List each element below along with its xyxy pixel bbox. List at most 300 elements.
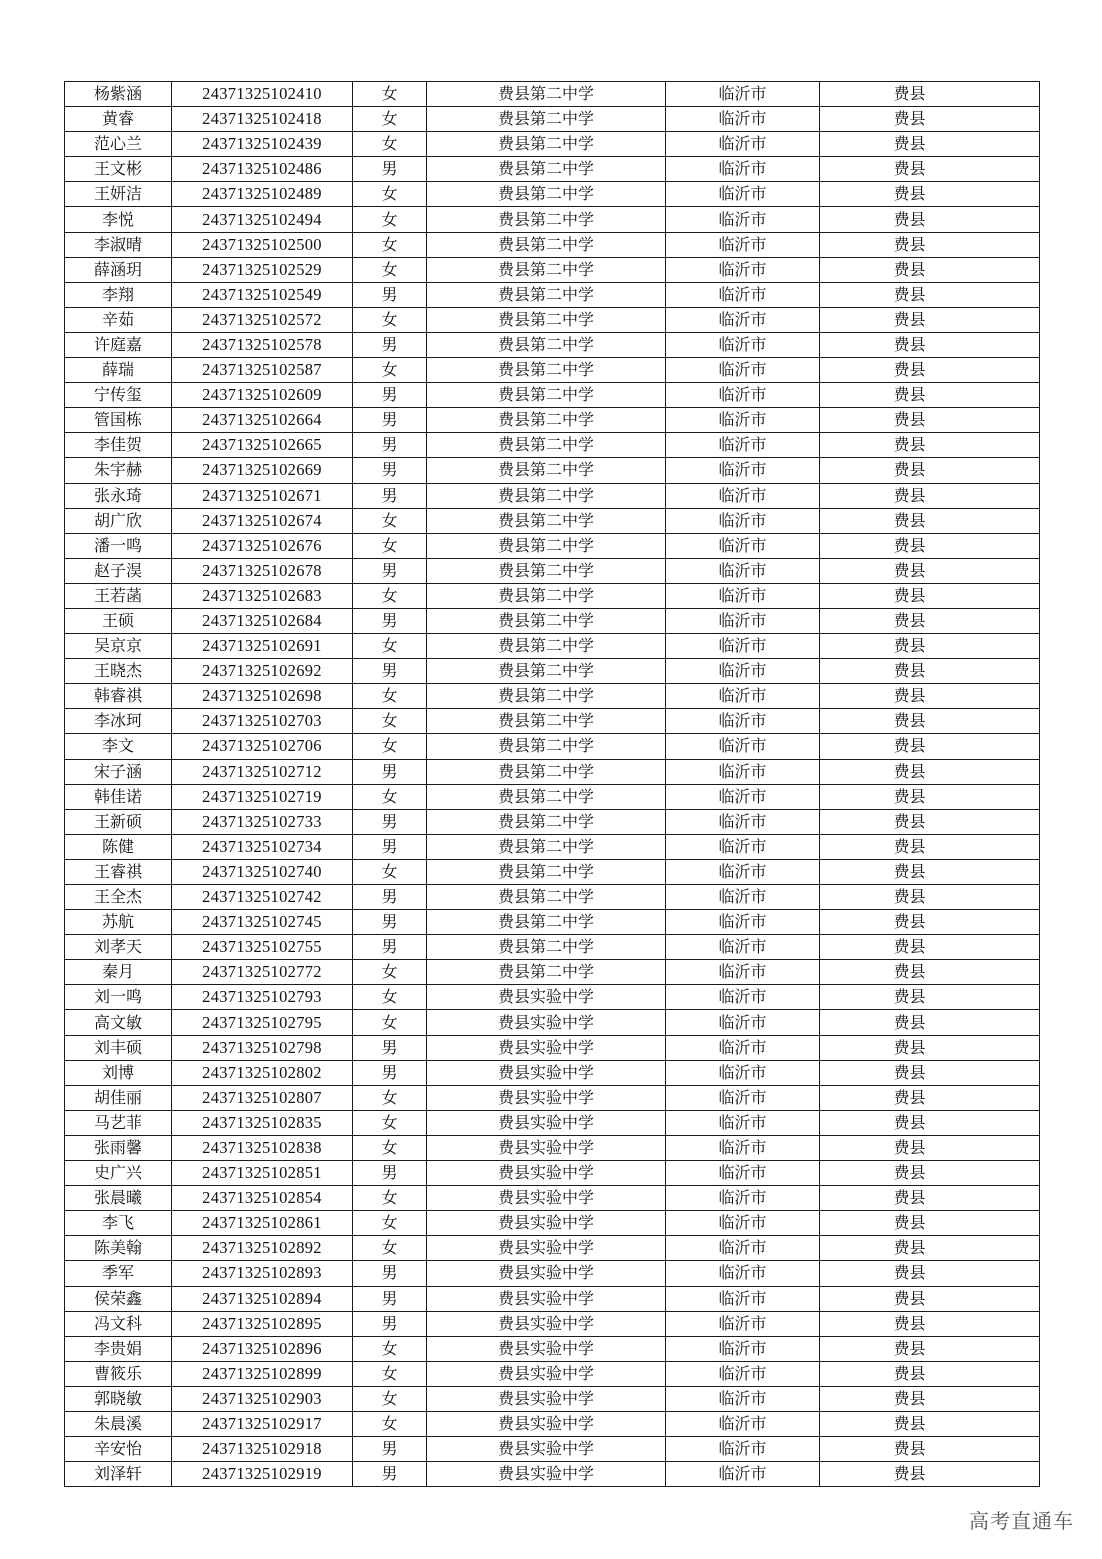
gender-cell: 男: [353, 558, 427, 583]
school-cell: 费县第二中学: [427, 383, 666, 408]
student-name-cell: 冯文科: [65, 1311, 172, 1336]
school-cell: 费县实验中学: [427, 985, 666, 1010]
exam-id-cell: 24371325102918: [172, 1437, 353, 1462]
gender-cell: 女: [353, 132, 427, 157]
student-name-cell: 辛安怡: [65, 1437, 172, 1462]
city-cell: 临沂市: [666, 784, 820, 809]
table-row: [65, 960, 1040, 985]
student-name-cell: 辛茹: [65, 307, 172, 332]
student-name-cell: 陈健: [65, 834, 172, 859]
student-name-cell: 郭晓敏: [65, 1386, 172, 1411]
exam-id-cell: 24371325102676: [172, 533, 353, 558]
city-cell: 临沂市: [666, 608, 820, 633]
exam-id-cell: 24371325102903: [172, 1386, 353, 1411]
city-cell: 临沂市: [666, 1211, 820, 1236]
exam-id-cell: 24371325102692: [172, 659, 353, 684]
school-cell: 费县实验中学: [427, 1286, 666, 1311]
school-cell: 费县实验中学: [427, 1035, 666, 1060]
student-name-cell: 陈美翰: [65, 1236, 172, 1261]
table-row: [65, 910, 1040, 935]
student-name-cell: 高文敏: [65, 1010, 172, 1035]
exam-id-cell: 24371325102691: [172, 634, 353, 659]
exam-id-cell: 24371325102665: [172, 433, 353, 458]
exam-id-cell: 24371325102734: [172, 834, 353, 859]
gender-cell: 男: [353, 282, 427, 307]
student-name-cell: 韩睿祺: [65, 684, 172, 709]
exam-id-cell: 24371325102609: [172, 383, 353, 408]
exam-id-cell: 24371325102549: [172, 282, 353, 307]
student-name-cell: 管国栋: [65, 408, 172, 433]
school-cell: 费县第二中学: [427, 182, 666, 207]
school-cell: 费县第二中学: [427, 107, 666, 132]
exam-id-cell: 24371325102793: [172, 985, 353, 1010]
city-cell: 临沂市: [666, 659, 820, 684]
exam-id-cell: 24371325102678: [172, 558, 353, 583]
district-cell: 费县: [820, 383, 1040, 408]
exam-id-cell: 24371325102698: [172, 684, 353, 709]
school-cell: 费县实验中学: [427, 1010, 666, 1035]
city-cell: 临沂市: [666, 759, 820, 784]
gender-cell: 男: [353, 910, 427, 935]
gender-cell: 男: [353, 157, 427, 182]
table-row: [65, 1236, 1040, 1261]
exam-id-cell: 24371325102917: [172, 1411, 353, 1436]
student-name-cell: 李翔: [65, 282, 172, 307]
city-cell: 临沂市: [666, 82, 820, 107]
student-name-cell: 王晓杰: [65, 659, 172, 684]
table-row: [65, 483, 1040, 508]
gender-cell: 女: [353, 1211, 427, 1236]
table-row: [65, 207, 1040, 232]
exam-id-cell: 24371325102899: [172, 1361, 353, 1386]
table-row: [65, 1361, 1040, 1386]
table-row: [65, 1211, 1040, 1236]
school-cell: 费县第二中学: [427, 508, 666, 533]
district-cell: 费县: [820, 709, 1040, 734]
gender-cell: 女: [353, 182, 427, 207]
school-cell: 费县实验中学: [427, 1437, 666, 1462]
gender-cell: 女: [353, 307, 427, 332]
district-cell: 费县: [820, 483, 1040, 508]
gender-cell: 女: [353, 1010, 427, 1035]
table-row: [65, 1060, 1040, 1085]
school-cell: 费县第二中学: [427, 358, 666, 383]
table-row: [65, 1286, 1040, 1311]
student-name-cell: 刘孝天: [65, 935, 172, 960]
district-cell: 费县: [820, 608, 1040, 633]
gender-cell: 女: [353, 107, 427, 132]
city-cell: 临沂市: [666, 533, 820, 558]
table-row: [65, 734, 1040, 759]
city-cell: 临沂市: [666, 1311, 820, 1336]
table-row: [65, 885, 1040, 910]
city-cell: 临沂市: [666, 1035, 820, 1060]
city-cell: 临沂市: [666, 1361, 820, 1386]
gender-cell: 男: [353, 935, 427, 960]
school-cell: 费县第二中学: [427, 332, 666, 357]
table-row: [65, 558, 1040, 583]
gender-cell: 女: [353, 960, 427, 985]
exam-id-cell: 24371325102895: [172, 1311, 353, 1336]
table-row: [65, 709, 1040, 734]
school-cell: 费县第二中学: [427, 684, 666, 709]
gender-cell: 女: [353, 709, 427, 734]
district-cell: 费县: [820, 910, 1040, 935]
city-cell: 临沂市: [666, 182, 820, 207]
table-row: [65, 132, 1040, 157]
gender-cell: 男: [353, 885, 427, 910]
exam-id-cell: 24371325102772: [172, 960, 353, 985]
school-cell: 费县第二中学: [427, 634, 666, 659]
district-cell: 费县: [820, 82, 1040, 107]
gender-cell: 男: [353, 759, 427, 784]
gender-cell: 女: [353, 859, 427, 884]
district-cell: 费县: [820, 935, 1040, 960]
student-name-cell: 范心兰: [65, 132, 172, 157]
city-cell: 临沂市: [666, 809, 820, 834]
city-cell: 临沂市: [666, 483, 820, 508]
table-row: [65, 458, 1040, 483]
city-cell: 临沂市: [666, 1411, 820, 1436]
district-cell: 费县: [820, 1336, 1040, 1361]
district-cell: 费县: [820, 307, 1040, 332]
student-name-cell: 宁传玺: [65, 383, 172, 408]
gender-cell: 女: [353, 508, 427, 533]
table-row: [65, 232, 1040, 257]
gender-cell: 女: [353, 533, 427, 558]
exam-id-cell: 24371325102494: [172, 207, 353, 232]
city-cell: 临沂市: [666, 1336, 820, 1361]
roster-sheet: [64, 81, 1039, 1487]
school-cell: 费县第二中学: [427, 859, 666, 884]
table-row: [65, 383, 1040, 408]
student-name-cell: 李佳贺: [65, 433, 172, 458]
school-cell: 费县实验中学: [427, 1462, 666, 1487]
district-cell: 费县: [820, 1161, 1040, 1186]
school-cell: 费县第二中学: [427, 82, 666, 107]
district-cell: 费县: [820, 182, 1040, 207]
school-cell: 费县第二中学: [427, 834, 666, 859]
table-row: [65, 282, 1040, 307]
city-cell: 临沂市: [666, 307, 820, 332]
table-row: [65, 684, 1040, 709]
exam-id-cell: 24371325102894: [172, 1286, 353, 1311]
student-name-cell: 张永琦: [65, 483, 172, 508]
city-cell: 临沂市: [666, 859, 820, 884]
city-cell: 临沂市: [666, 1236, 820, 1261]
table-row: [65, 1411, 1040, 1436]
exam-id-cell: 24371325102742: [172, 885, 353, 910]
school-cell: 费县实验中学: [427, 1135, 666, 1160]
city-cell: 临沂市: [666, 1386, 820, 1411]
exam-id-cell: 24371325102807: [172, 1085, 353, 1110]
city-cell: 临沂市: [666, 709, 820, 734]
gender-cell: 男: [353, 332, 427, 357]
gender-cell: 男: [353, 1462, 427, 1487]
district-cell: 费县: [820, 1261, 1040, 1286]
table-row: [65, 1261, 1040, 1286]
gender-cell: 男: [353, 1437, 427, 1462]
student-name-cell: 宋子涵: [65, 759, 172, 784]
table-row: [65, 859, 1040, 884]
district-cell: 费县: [820, 1085, 1040, 1110]
exam-id-cell: 24371325102572: [172, 307, 353, 332]
exam-id-cell: 24371325102671: [172, 483, 353, 508]
student-name-cell: 赵子淏: [65, 558, 172, 583]
school-cell: 费县实验中学: [427, 1236, 666, 1261]
exam-id-cell: 24371325102529: [172, 257, 353, 282]
gender-cell: 男: [353, 408, 427, 433]
table-row: [65, 408, 1040, 433]
student-name-cell: 杨紫涵: [65, 82, 172, 107]
district-cell: 费县: [820, 1411, 1040, 1436]
student-name-cell: 李文: [65, 734, 172, 759]
student-name-cell: 王硕: [65, 608, 172, 633]
district-cell: 费县: [820, 583, 1040, 608]
gender-cell: 男: [353, 383, 427, 408]
exam-id-cell: 24371325102798: [172, 1035, 353, 1060]
school-cell: 费县第二中学: [427, 885, 666, 910]
gender-cell: 男: [353, 608, 427, 633]
school-cell: 费县第二中学: [427, 608, 666, 633]
table-row: [65, 257, 1040, 282]
table-row: [65, 508, 1040, 533]
student-name-cell: 潘一鸣: [65, 533, 172, 558]
district-cell: 费县: [820, 1060, 1040, 1085]
student-name-cell: 胡佳丽: [65, 1085, 172, 1110]
exam-id-cell: 24371325102706: [172, 734, 353, 759]
exam-id-cell: 24371325102892: [172, 1236, 353, 1261]
student-name-cell: 史广兴: [65, 1161, 172, 1186]
table-row: [65, 659, 1040, 684]
table-row: [65, 533, 1040, 558]
table-row: [65, 985, 1040, 1010]
district-cell: 费县: [820, 257, 1040, 282]
student-name-cell: 薛瑞: [65, 358, 172, 383]
student-name-cell: 李冰珂: [65, 709, 172, 734]
district-cell: 费县: [820, 508, 1040, 533]
district-cell: 费县: [820, 207, 1040, 232]
gender-cell: 女: [353, 634, 427, 659]
table-row: [65, 1035, 1040, 1060]
school-cell: 费县第二中学: [427, 157, 666, 182]
exam-id-cell: 24371325102835: [172, 1110, 353, 1135]
exam-id-cell: 24371325102740: [172, 859, 353, 884]
school-cell: 费县第二中学: [427, 809, 666, 834]
exam-id-cell: 24371325102919: [172, 1462, 353, 1487]
student-name-cell: 朱宇赫: [65, 458, 172, 483]
school-cell: 费县第二中学: [427, 458, 666, 483]
gender-cell: 男: [353, 1286, 427, 1311]
school-cell: 费县第二中学: [427, 759, 666, 784]
school-cell: 费县第二中学: [427, 935, 666, 960]
district-cell: 费县: [820, 759, 1040, 784]
table-row: [65, 157, 1040, 182]
table-row: [65, 1437, 1040, 1462]
gender-cell: 男: [353, 1311, 427, 1336]
city-cell: 临沂市: [666, 1437, 820, 1462]
district-cell: 费县: [820, 634, 1040, 659]
student-name-cell: 李悦: [65, 207, 172, 232]
gender-cell: 男: [353, 458, 427, 483]
student-name-cell: 黄睿: [65, 107, 172, 132]
student-name-cell: 马艺菲: [65, 1110, 172, 1135]
city-cell: 临沂市: [666, 885, 820, 910]
gender-cell: 男: [353, 659, 427, 684]
exam-id-cell: 24371325102802: [172, 1060, 353, 1085]
gender-cell: 女: [353, 1411, 427, 1436]
district-cell: 费县: [820, 659, 1040, 684]
district-cell: 费县: [820, 332, 1040, 357]
district-cell: 费县: [820, 1035, 1040, 1060]
table-row: [65, 809, 1040, 834]
exam-id-cell: 24371325102795: [172, 1010, 353, 1035]
city-cell: 临沂市: [666, 583, 820, 608]
school-cell: 费县第二中学: [427, 232, 666, 257]
school-cell: 费县实验中学: [427, 1411, 666, 1436]
district-cell: 费县: [820, 1437, 1040, 1462]
district-cell: 费县: [820, 1462, 1040, 1487]
city-cell: 临沂市: [666, 634, 820, 659]
exam-id-cell: 24371325102733: [172, 809, 353, 834]
school-cell: 费县实验中学: [427, 1186, 666, 1211]
school-cell: 费县第二中学: [427, 910, 666, 935]
gender-cell: 女: [353, 1186, 427, 1211]
exam-id-cell: 24371325102719: [172, 784, 353, 809]
student-name-cell: 王若菡: [65, 583, 172, 608]
table-row: [65, 433, 1040, 458]
city-cell: 临沂市: [666, 1286, 820, 1311]
school-cell: 费县实验中学: [427, 1161, 666, 1186]
gender-cell: 女: [353, 1110, 427, 1135]
district-cell: 费县: [820, 859, 1040, 884]
district-cell: 费县: [820, 1236, 1040, 1261]
district-cell: 费县: [820, 1010, 1040, 1035]
district-cell: 费县: [820, 282, 1040, 307]
gender-cell: 女: [353, 358, 427, 383]
exam-id-cell: 24371325102587: [172, 358, 353, 383]
city-cell: 临沂市: [666, 1010, 820, 1035]
city-cell: 临沂市: [666, 408, 820, 433]
school-cell: 费县第二中学: [427, 483, 666, 508]
district-cell: 费县: [820, 960, 1040, 985]
student-name-cell: 季军: [65, 1261, 172, 1286]
exam-id-cell: 24371325102896: [172, 1336, 353, 1361]
student-name-cell: 侯荣鑫: [65, 1286, 172, 1311]
school-cell: 费县实验中学: [427, 1386, 666, 1411]
student-name-cell: 刘博: [65, 1060, 172, 1085]
exam-id-cell: 24371325102683: [172, 583, 353, 608]
city-cell: 临沂市: [666, 1135, 820, 1160]
city-cell: 临沂市: [666, 358, 820, 383]
student-name-cell: 吴京京: [65, 634, 172, 659]
table-row: [65, 358, 1040, 383]
watermark-text: 高考直通车: [969, 1509, 1074, 1533]
school-cell: 费县第二中学: [427, 307, 666, 332]
city-cell: 临沂市: [666, 157, 820, 182]
city-cell: 临沂市: [666, 684, 820, 709]
exam-id-cell: 24371325102861: [172, 1211, 353, 1236]
school-cell: 费县实验中学: [427, 1085, 666, 1110]
table-row: [65, 107, 1040, 132]
school-cell: 费县第二中学: [427, 659, 666, 684]
city-cell: 临沂市: [666, 132, 820, 157]
school-cell: 费县第二中学: [427, 207, 666, 232]
table-row: [65, 1085, 1040, 1110]
city-cell: 临沂市: [666, 458, 820, 483]
school-cell: 费县第二中学: [427, 960, 666, 985]
gender-cell: 女: [353, 684, 427, 709]
gender-cell: 男: [353, 1261, 427, 1286]
city-cell: 临沂市: [666, 910, 820, 935]
district-cell: 费县: [820, 834, 1040, 859]
district-cell: 费县: [820, 784, 1040, 809]
school-cell: 费县实验中学: [427, 1261, 666, 1286]
city-cell: 临沂市: [666, 383, 820, 408]
student-name-cell: 王睿祺: [65, 859, 172, 884]
city-cell: 临沂市: [666, 1261, 820, 1286]
gender-cell: 男: [353, 1161, 427, 1186]
student-name-cell: 李飞: [65, 1211, 172, 1236]
city-cell: 临沂市: [666, 1161, 820, 1186]
gender-cell: 女: [353, 82, 427, 107]
city-cell: 临沂市: [666, 433, 820, 458]
school-cell: 费县第二中学: [427, 734, 666, 759]
gender-cell: 女: [353, 1336, 427, 1361]
exam-id-cell: 24371325102578: [172, 332, 353, 357]
district-cell: 费县: [820, 809, 1040, 834]
district-cell: 费县: [820, 1286, 1040, 1311]
school-cell: 费县第二中学: [427, 558, 666, 583]
student-name-cell: 胡广欣: [65, 508, 172, 533]
table-row: [65, 82, 1040, 107]
gender-cell: 女: [353, 232, 427, 257]
table-row: [65, 1462, 1040, 1487]
table-row: [65, 1161, 1040, 1186]
district-cell: 费县: [820, 1361, 1040, 1386]
exam-id-cell: 24371325102703: [172, 709, 353, 734]
student-name-cell: 王文彬: [65, 157, 172, 182]
district-cell: 费县: [820, 985, 1040, 1010]
exam-id-cell: 24371325102669: [172, 458, 353, 483]
exam-id-cell: 24371325102712: [172, 759, 353, 784]
exam-id-cell: 24371325102674: [172, 508, 353, 533]
exam-id-cell: 24371325102500: [172, 232, 353, 257]
student-name-cell: 刘泽轩: [65, 1462, 172, 1487]
gender-cell: 女: [353, 257, 427, 282]
district-cell: 费县: [820, 458, 1040, 483]
table-row: [65, 1386, 1040, 1411]
city-cell: 临沂市: [666, 282, 820, 307]
district-cell: 费县: [820, 358, 1040, 383]
exam-id-cell: 24371325102854: [172, 1186, 353, 1211]
district-cell: 费县: [820, 132, 1040, 157]
student-name-cell: 秦月: [65, 960, 172, 985]
district-cell: 费县: [820, 157, 1040, 182]
district-cell: 费县: [820, 885, 1040, 910]
school-cell: 费县实验中学: [427, 1361, 666, 1386]
gender-cell: 女: [353, 583, 427, 608]
student-name-cell: 刘丰硕: [65, 1035, 172, 1060]
city-cell: 临沂市: [666, 558, 820, 583]
gender-cell: 女: [353, 734, 427, 759]
school-cell: 费县第二中学: [427, 583, 666, 608]
city-cell: 临沂市: [666, 508, 820, 533]
table-row: [65, 1010, 1040, 1035]
exam-id-cell: 24371325102439: [172, 132, 353, 157]
student-name-cell: 许庭嘉: [65, 332, 172, 357]
gender-cell: 女: [353, 985, 427, 1010]
